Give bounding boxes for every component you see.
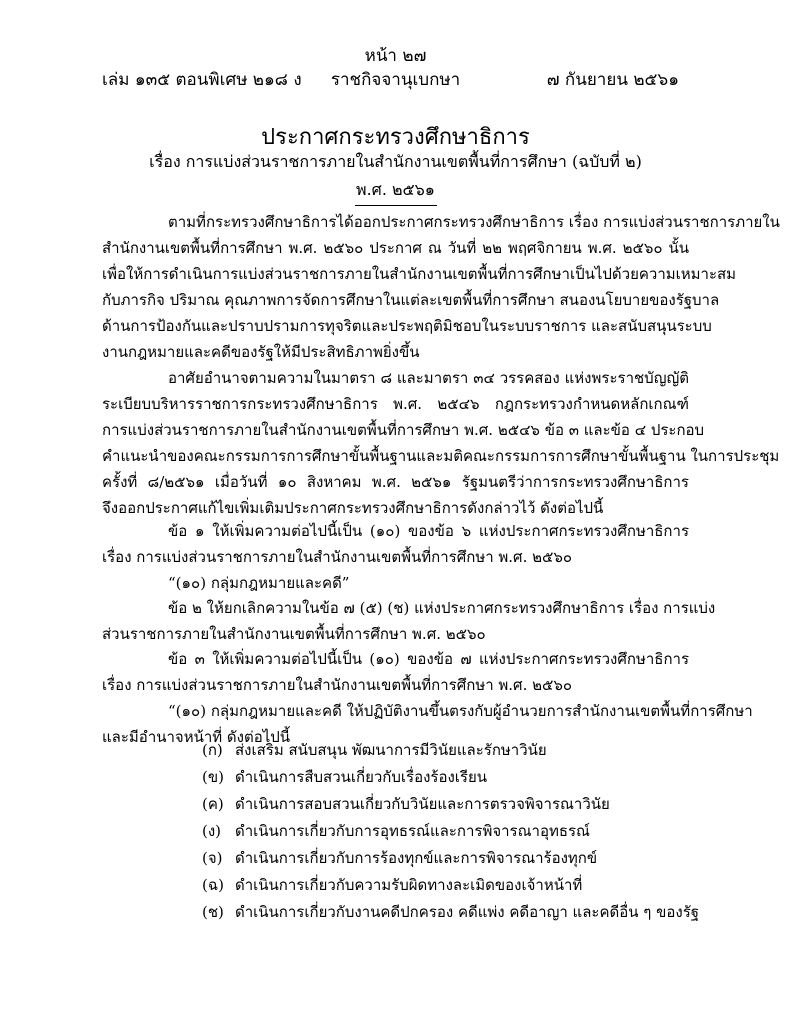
paragraph-line: ข้อ ๑ ให้เพิ่มความต่อไปนี้เป็น (๑๐) ของข้อ ๖ แห่งประกาศกระทรวงศึกษาธิการ xyxy=(168,522,689,540)
list-item xyxy=(202,791,699,818)
paragraph-line: เพื่อให้การดำเนินการแบ่งส่วนราชการภายในสำนักงานเขตพื้นที่การศึกษาเป็นไปด้วยความเหมาะสม xyxy=(102,265,737,283)
clause-1 xyxy=(102,518,689,596)
list-marker: (ค) xyxy=(202,795,224,813)
gazette-name: ราชกิจจานุเบกษา xyxy=(330,70,461,90)
paragraph-line: ด้านการป้องกันและปราบปรามการทุจริตและประพฤติมิชอบในระบบราชการ และสนับสนุนระบบ xyxy=(102,317,712,335)
list-item-text: ดำเนินการเกี่ยวกับการอุทธรณ์และการพิจารณาอุทธรณ์ xyxy=(235,822,590,840)
list-marker: (จ) xyxy=(202,849,223,867)
paragraph-line: ครั้งที่ ๘/๒๕๖๑ เมื่อวันที่ ๑๐ สิงหาคม พ.ศ. ๒๕๖๑ รัฐมนตรีว่าการกระทรวงศึกษาธิการ xyxy=(102,473,689,491)
title-divider xyxy=(355,205,437,206)
list-item xyxy=(202,899,699,926)
announcement-year: พ.ศ. ๒๕๖๑ xyxy=(356,180,435,199)
paragraph-line: ข้อ ๒ ให้ยกเลิกความในข้อ ๗ (๕) (ช) แห่งประกาศกระทรวงศึกษาธิการ เรื่อง การแบ่ง xyxy=(168,599,716,617)
list-marker: (ก) xyxy=(202,741,223,759)
list-item-text: ดำเนินการเกี่ยวกับการร้องทุกข์และการพิจารณาร้องทุกข์ xyxy=(235,849,598,867)
clause-3 xyxy=(102,646,753,750)
paragraph-line: เรื่อง การแบ่งส่วนราชการภายในสำนักงานเขตพื้นที่การศึกษา พ.ศ. ๒๕๖๐ xyxy=(102,548,573,566)
paragraph-line: อาศัยอำนาจตามความในมาตรา ๘ และมาตรา ๓๔ วรรคสอง แห่งพระราชบัญญัติ xyxy=(168,369,689,387)
list-marker: (ข) xyxy=(202,768,224,786)
list-marker: (ง) xyxy=(202,822,222,840)
list-marker: (ช) xyxy=(202,903,224,921)
announcement-subject: เรื่อง การแบ่งส่วนราชการภายในสำนักงานเขตพื้นที่การศึกษา (ฉบับที่ ๒) xyxy=(149,152,642,171)
paragraph-line: จึงออกประกาศแก้ไขเพิ่มเติมประกาศกระทรวงศึกษาธิการดังกล่าวไว้ ดังต่อไปนี้ xyxy=(102,499,604,517)
list-item xyxy=(202,845,699,872)
duties-list xyxy=(202,737,699,926)
quoted-item: “(๑๐) กลุ่มกฎหมายและคดี” xyxy=(168,574,350,592)
paragraph-line: คำแนะนำของคณะกรรมการการศึกษาขั้นพื้นฐานและมติคณะกรรมการการศึกษาขั้นพื้นฐาน ในการประชุม xyxy=(102,447,780,465)
paragraph-line: ข้อ ๓ ให้เพิ่มความต่อไปนี้เป็น (๑๐) ของข้อ ๗ แห่งประกาศกระทรวงศึกษาธิการ xyxy=(168,650,689,668)
list-item-text: ดำเนินการสอบสวนเกี่ยวกับวินัยและการตรวจพิจารณาวินัย xyxy=(235,795,610,813)
paragraph-line: ระเบียบบริหารราชการกระทรวงศึกษาธิการ พ.ศ. ๒๕๔๖ กฎกระทรวงกำหนดหลักเกณฑ์ xyxy=(102,395,689,413)
page-number: หน้า ๒๗ xyxy=(364,46,427,66)
paragraph-line: สำนักงานเขตพื้นที่การศึกษา พ.ศ. ๒๕๖๐ ประกาศ ณ วันที่ ๒๒ พฤศจิกายน พ.ศ. ๒๕๖๐ นั้น xyxy=(102,239,689,257)
paragraph-line: งานกฎหมายและคดีของรัฐให้มีประสิทธิภาพยิ่งขึ้น xyxy=(102,343,420,361)
list-item-text: ดำเนินการสืบสวนเกี่ยวกับเรื่องร้องเรียน xyxy=(235,768,488,786)
list-marker: (ฉ) xyxy=(202,876,224,894)
paragraph-line: เรื่อง การแบ่งส่วนราชการภายในสำนักงานเขตพื้นที่การศึกษา พ.ศ. ๒๕๖๐ xyxy=(102,676,573,694)
gazette-date: ๗ กันยายน ๒๕๖๑ xyxy=(546,70,679,90)
list-item xyxy=(202,764,699,791)
paragraph-line: การแบ่งส่วนราชการภายในสำนักงานเขตพื้นที่การศึกษา พ.ศ. ๒๕๔๖ ข้อ ๓ และข้อ ๔ ประกอบ xyxy=(102,421,705,439)
paragraph-line: และมีอำนาจหน้าที่ ดังต่อไปนี้ xyxy=(102,728,291,746)
list-item xyxy=(202,872,699,899)
list-item-text: ส่งเสริม สนับสนุน พัฒนาการมีวินัยและรักษาวินัย xyxy=(235,741,547,759)
paragraph-line: กับภารกิจ ปริมาณ คุณภาพการจัดการศึกษาในแต่ละเขตพื้นที่การศึกษา สนองนโยบายของรัฐบาล xyxy=(102,291,720,309)
paragraph-line: ตามที่กระทรวงศึกษาธิการได้ออกประกาศกระทรวงศึกษาธิการ เรื่อง การแบ่งส่วนราชการภายใน xyxy=(168,213,780,231)
announcement-title: ประกาศกระทรวงศึกษาธิการ xyxy=(261,125,530,150)
list-item xyxy=(202,737,699,764)
list-item xyxy=(202,818,699,845)
quoted-item: “(๑๐) กลุ่มกฎหมายและคดี ให้ปฏิบัติงานขึ้นตรงกับผู้อำนวยการสำนักงานเขตพื้นที่การศึกษา xyxy=(168,702,753,720)
paragraph-line: ส่วนราชการภายในสำนักงานเขตพื้นที่การศึกษา พ.ศ. ๒๕๖๐ xyxy=(102,625,486,643)
preamble-paragraph xyxy=(102,209,780,365)
gazette-volume: เล่ม ๑๓๕ ตอนพิเศษ ๒๑๘ ง xyxy=(102,70,302,90)
list-item-text: ดำเนินการเกี่ยวกับความรับผิดทางละเมิดของเจ้าหน้าที่ xyxy=(235,876,583,894)
list-item-text: ดำเนินการเกี่ยวกับงานคดีปกครอง คดีแพ่ง คดีอาญา และคดีอื่น ๆ ของรัฐ xyxy=(235,903,700,921)
clause-2 xyxy=(102,595,716,647)
authority-paragraph xyxy=(102,365,780,521)
